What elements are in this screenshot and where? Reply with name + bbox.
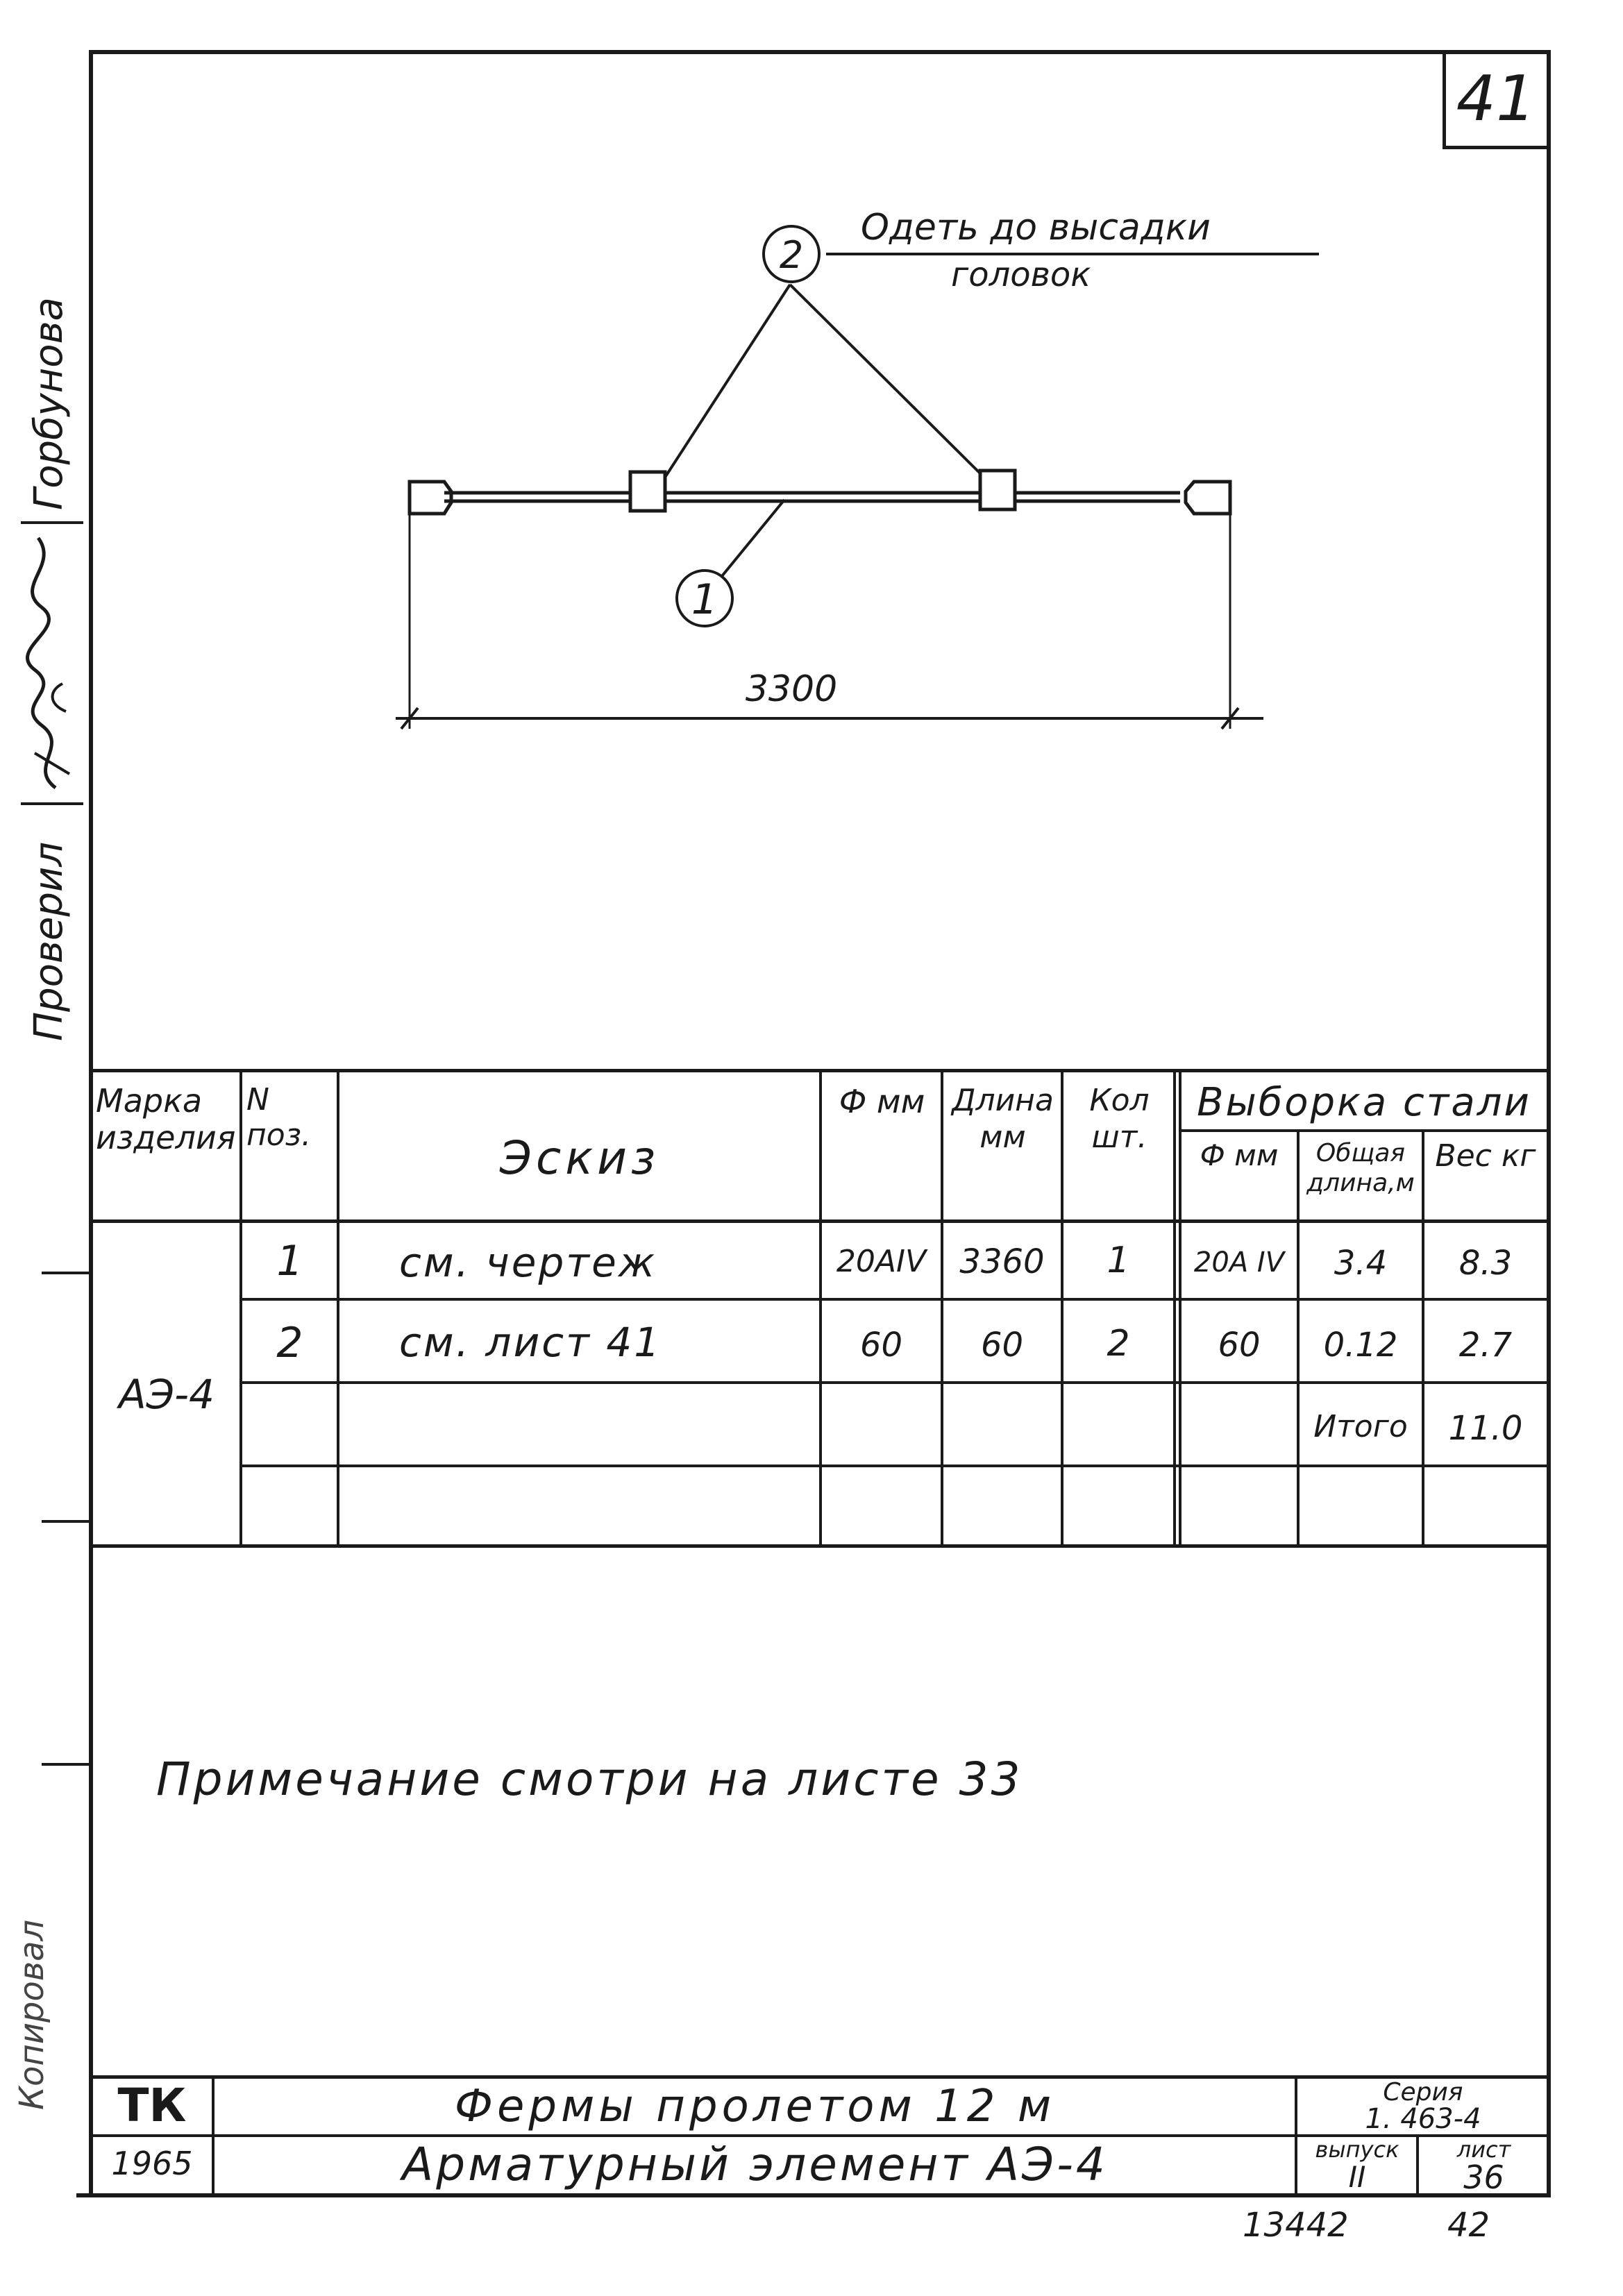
rebar-drawing [0,0,1623,1041]
row1-diameter: 20AIV [836,1244,927,1279]
callout-note-line-2: головок [951,255,1091,294]
sheet-label: лист [1456,2136,1511,2163]
title-block-col-2 [1295,2075,1297,2195]
side-stamp-role: Проверил [26,841,72,1041]
row1-length: 3360 [959,1242,1045,1281]
row2-length: 60 [980,1326,1024,1365]
org-label: ТК [117,2079,187,2132]
mark-value: АЭ-4 [118,1371,215,1418]
rebar-head-right [1186,482,1230,514]
callout-label-1: 1 [691,575,718,624]
rebar-head-left [410,482,451,514]
header-sketch: Эскиз [499,1131,660,1185]
leader-line-2 [659,285,986,486]
series-label: Серия [1383,2078,1463,2107]
title-block-col-1 [212,2075,215,2195]
col-line [337,1069,339,1546]
row1-pos: 1 [276,1237,303,1285]
side-stamp-bottom: Копировал [12,1919,51,2110]
row-line [239,1464,1548,1467]
row1-steel-diameter: 20A IV [1193,1247,1285,1278]
row2-diameter: 60 [859,1326,903,1365]
washer-right [980,471,1015,509]
row-line [239,1381,1548,1384]
row1-weight: 8.3 [1458,1244,1513,1283]
col-line [239,1069,242,1546]
row2-pos: 2 [276,1319,303,1367]
col-line [1061,1069,1063,1546]
col-line [819,1069,822,1546]
callout-note-line-1: Одеть до высадки [861,207,1211,248]
inventory-number: 13442 [1243,2206,1349,2245]
issue-value: II [1348,2160,1366,2194]
washer-left [630,472,665,511]
row1-sketch: см. чертеж [399,1239,657,1286]
row2-sketch: см. лист 41 [399,1319,662,1366]
header-steel-selection: Выборка стали [1197,1080,1531,1125]
col-line [941,1069,943,1546]
header-length: Длина мм [952,1083,1054,1155]
note-text: Примечание смотри на листе 33 [156,1753,1023,1806]
series-value: 1. 463-4 [1365,2103,1481,2135]
margin-tick [42,1520,90,1523]
row1-qty: 1 [1107,1240,1130,1281]
side-stamp-name: Горбунова [26,297,72,510]
dimension-value: 3300 [745,668,838,710]
row2-qty: 2 [1107,1323,1130,1365]
sheet-corner-number: 41 [1456,62,1536,135]
title-block-col-3 [1416,2134,1419,2195]
header-mark: Марка изделия [96,1082,236,1156]
rebar-bar [444,493,1180,501]
leader-line-1 [722,500,784,576]
header-weight: Вес кг [1435,1138,1536,1174]
issue-label: выпуск [1315,2136,1399,2163]
header-diameter: Ф мм [839,1083,925,1120]
row2-weight: 2.7 [1458,1326,1513,1365]
row-line [239,1298,1548,1301]
row2-steel-diameter: 60 [1218,1326,1261,1365]
header-pos: N поз. [246,1082,312,1153]
title-line-2: Арматурный элемент АЭ-4 [402,2138,1108,2191]
sheet-value: 36 [1463,2159,1504,2196]
row2-total-length: 0.12 [1323,1326,1398,1365]
year-label: 1965 [111,2145,193,2182]
callout-label-2: 2 [779,233,804,277]
page-number: 42 [1447,2206,1490,2245]
header-total-length: Общая длина,м [1306,1139,1415,1198]
total-label: Итого [1313,1409,1408,1444]
col-line [1179,1069,1181,1546]
col-line [1173,1069,1176,1546]
margin-tick [42,1763,90,1766]
total-weight: 11.0 [1448,1409,1523,1448]
header-steel-diameter: Ф мм [1200,1138,1279,1172]
row1-total-length: 3.4 [1334,1244,1388,1283]
steel-subheader-line [1179,1129,1548,1132]
header-qty: Кол шт. [1089,1083,1150,1155]
margin-tick [42,1272,90,1274]
title-line-1: Фермы пролетом 12 м [454,2081,1056,2132]
